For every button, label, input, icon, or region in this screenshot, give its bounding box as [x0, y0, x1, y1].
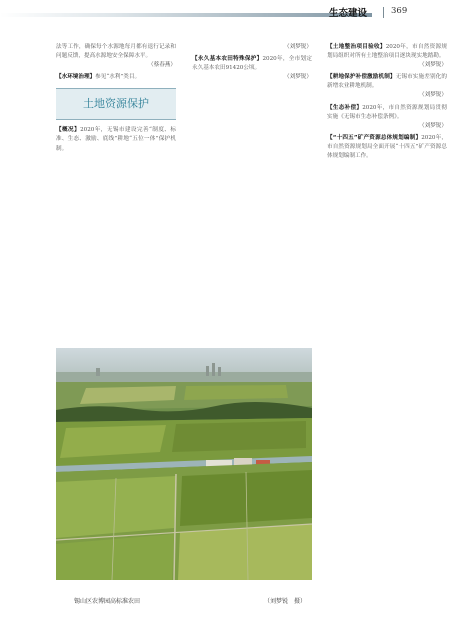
mineral-plan-text: 2020年，市自然资源规划局全面开展“十四五”矿产资源总体规划编制工作。: [327, 134, 447, 160]
eco-compensation-text: 2020年，市自然资源规划局贯彻实施《无锡市生态补偿条例》。: [327, 104, 447, 120]
eco-compensation-heading: 【生态补偿】: [327, 104, 363, 111]
eco-compensation-entry: [327, 104, 447, 122]
header-section-title: 生态建设: [329, 8, 368, 19]
farmland-entry: [192, 55, 312, 73]
photo-caption: 锡山区农博园高标准农田: [74, 598, 141, 605]
acceptance-attribution: （刘梦锐）: [419, 62, 447, 69]
overview-heading: 【概况】: [56, 127, 81, 134]
running-header: [0, 0, 468, 26]
mineral-plan-entry: [327, 134, 447, 161]
header-separator: [383, 7, 384, 18]
text-column-1: [56, 43, 176, 154]
column2-first-attribution: （刘梦锐）: [284, 44, 312, 50]
water-entry-heading: 【水环境治理】: [56, 74, 96, 81]
water-entry: [56, 73, 176, 82]
compensation-heading: 【耕地保护补偿激励机制】: [327, 74, 396, 81]
compensation-text: 无锡市实施差别化的新增农业耕地机制。: [327, 74, 447, 90]
section-title-box: 土地资源保护: [56, 88, 176, 120]
overview-entry: [56, 126, 176, 153]
farmland-aerial-photo: [56, 348, 312, 580]
text-column-2: [192, 43, 312, 82]
farmland-text: 2020年，全市划定永久基本农田91420公顷。: [192, 56, 312, 72]
eco-compensation-attribution: （刘梦锐）: [419, 122, 447, 129]
mineral-plan-heading: 【“十四五”矿产资源总体规划编制】: [327, 134, 422, 141]
acceptance-text: 2020年，市自然资源规划局组织对所有土地整治项目逐块现实地踏勘。: [327, 44, 447, 60]
acceptance-entry: [327, 43, 447, 61]
farmland-heading: 【永久基本农田特殊保护】: [192, 56, 263, 63]
acceptance-heading: 【土地整治项目验收】: [327, 44, 386, 50]
intro-paragraph: 法等工作，确保每个水源地每月都有退行记录和问题反馈，提高水源地安全保障水平。: [56, 44, 176, 60]
text-column-3: [327, 43, 447, 161]
compensation-attribution: （刘梦锐）: [419, 92, 447, 99]
header-decorative-bar: [0, 13, 372, 17]
intro-attribution: （蔡春燕）: [148, 62, 176, 69]
photo-credit: （刘梦锐 摄）: [264, 598, 307, 605]
page-number: 369: [391, 6, 408, 16]
water-entry-text: 参见“水利”类目。: [95, 74, 141, 81]
overview-text: 2020年，无锡市建设完善“制度、标准、生态、激励、底线”耕地“五位一体”保护机制。: [56, 127, 176, 152]
compensation-entry: [327, 73, 447, 91]
farmland-attribution: （刘梦锐）: [284, 74, 312, 81]
